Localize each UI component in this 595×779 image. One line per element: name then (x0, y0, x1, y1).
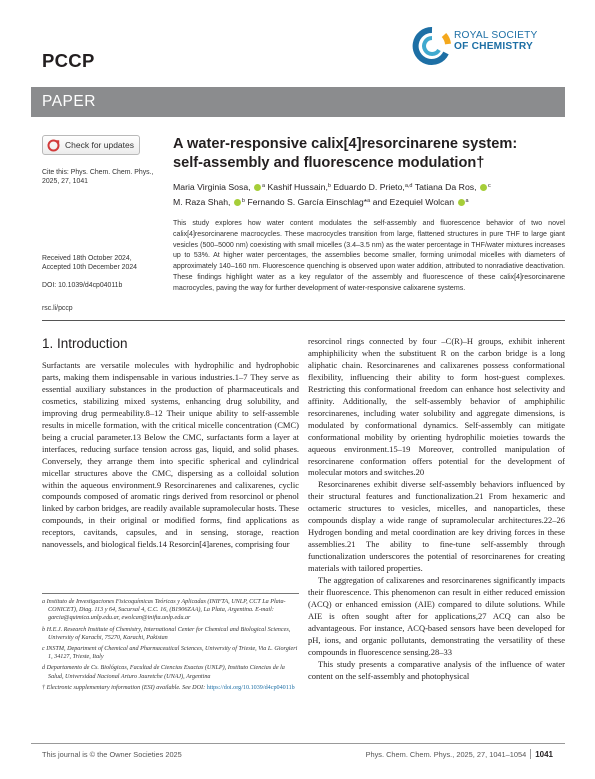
body-column-left (42, 360, 299, 551)
esi-link[interactable]: https://doi.org/10.1039/d4cp04011b (206, 684, 295, 691)
footnotes (42, 598, 299, 695)
cite-line-1: Cite this: Phys. Chem. Chem. Phys., (42, 169, 154, 176)
footer-citation (366, 749, 553, 759)
accepted-date: Accepted 10th December 2024 (42, 264, 137, 271)
author-hussain[interactable]: Kashif Hussain, (267, 182, 328, 192)
footer-separator (530, 749, 531, 759)
footnote-affiliation-d: d Departamento de Cs. Biológicas, Facultad de Ciencias Exactas (UNLP), Instituto Ciencias de la Salud, Universidad Nacional Arturo Jauretche (UNAJ), Argentina (42, 665, 285, 680)
paragraph: Surfactants are versatile molecules with hydrophilic and hydrophobic parts, making them indispensable in various industries.1–7 They serve as essential auxiliary substances in the production of pharmaceuticals and cosmetics, stabilizing mixed systems, enhancing drug solubility, and improving drug permeability.8–12 Their unique ability to self-assemble results in micelle formation, with the critical micelle concentration (CMC) being a crucial parameter.13 Below the CMC, surfactants form a layer at interfaces, reducing surface tension across gas, liquid, and solid phases. Conversely, they arrange them into specific spherical and cylindrical micellar structures above the CMC, dispersing as a colloidal solution within the aqueous environment.9 Resorcinarenes and calixarenes, cyclic compounds composed of aromatic rings derived from resorcinol or phenol linked by carbon bridges, are readily available supramolecular hosts. These compounds, in their original or modified forms, find applications as receptors, cavitands, capsules, and in sensing, storage, reaction nanovessels, and biological fields.14 Resorcin[4]arenes, comprising four (42, 360, 299, 550)
orcid-icon[interactable] (458, 199, 465, 206)
publisher-line1: ROYAL SOCIETY (454, 30, 538, 41)
footnote-affiliation-a: a Instituto de Investigaciones Fisicoquímicas Teóricas y Aplicadas (INIFTA, UNLP, CCT La Plata-CONICET), Diag. 113 y 64, Sucursal 4, C.C. 16, (B1906ZAA), La Plata, Argentina. E-mail: garcia@quimica.unlp.edu.ar, ewolcan@inifta.unlp.edu.ar (42, 599, 286, 622)
author-da-ros[interactable]: Tatiana Da Ros, (414, 182, 477, 192)
footnote-affiliation-c: c INSTM, Department of Chemical and Pharmaceutical Sciences, University of Trieste, Via L. Giorgieri 1, 34127, Trieste, Italy (42, 646, 298, 661)
received-date: Received 18th October 2024, (42, 255, 132, 262)
authors-line-1 (173, 179, 568, 194)
journal-name: PCCP (42, 50, 95, 71)
footer-divider (31, 743, 565, 744)
title-line-2: self-assembly and fluorescence modulation† (173, 155, 485, 171)
paragraph: This study presents a comparative analysis of the influence of water content on the self-assembly and photophysical (308, 658, 565, 681)
authors-line-2 (173, 194, 568, 209)
section-heading: 1. Introduction (42, 336, 128, 351)
affiliation-sup: a (367, 198, 371, 204)
author-garcia-einschlag[interactable]: Fernando S. García Einschlag* (247, 197, 368, 207)
refresh-icon (47, 139, 60, 152)
affiliation-sup: c (487, 183, 491, 189)
orcid-icon[interactable] (254, 184, 261, 191)
doi-label[interactable]: DOI: 10.1039/d4cp04011b (42, 282, 123, 289)
author-wolcan[interactable]: and Ezequiel Wolcan (372, 197, 455, 207)
author-list (173, 179, 568, 209)
check-for-updates-label: Check for updates (65, 140, 134, 150)
publisher-line2: OF CHEMISTRY (454, 41, 533, 52)
title-line-1: A water-responsive calix[4]resorcinarene system: (173, 136, 518, 152)
footer-copyright: This journal is © the Owner Societies 2025 (42, 750, 182, 759)
affiliation-sup: a (465, 198, 469, 204)
footnote-affiliation-b: b H.E.J. Research Institute of Chemistry, International Center for Chemical and Biological Sciences, University of Karachi, 75270, Karachi, Pakistan (42, 626, 291, 641)
footnote-esi (42, 684, 299, 692)
article-title (173, 135, 568, 173)
paragraph: The aggregation of calixarenes and resorcinarenes significantly impacts their fluorescence. This phenomenon can result in either reduced emission (ACQ) or enhanced emission (AIE) compared to dilute solutions. While AIE is often sought after for applications,27 ACQ can also be advantageous. For instance, ACQ-based sensors have been developed for pH, ions, and organic pollutants, demonstrating the versatility of these compounds in fluorescence sensing.28–33 (308, 575, 565, 657)
journal-link[interactable]: rsc.li/pccp (42, 305, 73, 312)
body-column-right (308, 336, 565, 683)
author-shah[interactable]: M. Raza Shah, (173, 197, 231, 207)
author-sosa[interactable]: Maria Virginia Sosa, (173, 182, 251, 192)
publisher-name (454, 30, 538, 52)
rsc-logo[interactable] (412, 26, 557, 66)
footnote-divider (42, 593, 299, 594)
paragraph: Resorcinarenes exhibit diverse self-assembly behaviors influenced by their structural features and functionalization.21 From hexameric and octameric structures to vesicles, micelles, and nanoparticles, these compounds display a wide range of supramolecular architectures.22–26 Hydrogen bonding and metal coordination are key driving forces in these assemblies.21 The ability to fine-tune self-assembly through functionalization underscores the potential of resorcinarenes for creating materials with tailored properties. (308, 479, 565, 574)
footer-journal-citation: Phys. Chem. Chem. Phys., 2025, 27, 1041–1054 (365, 750, 527, 759)
orcid-icon[interactable] (480, 184, 487, 191)
rsc-emblem-icon (412, 26, 452, 66)
orcid-icon[interactable] (234, 199, 241, 206)
divider (42, 320, 565, 321)
abstract: This study explores how water content modulates the self-assembly and fluorescence behavior of two novel calix[4]resorcinarene macrocycles. These macrocycles transition from large, flattened structures in pure THF to large giant vesicles (500–5000 nm) coexisting with small micelles (3.4–3.5 nm) as the water percentage in THF/water mixtures increases up to 53%. At higher water percentages, the assemblies become smaller, forming unimodal micelles with diameters of approximately 140–160 nm. Fluorescence quenching is observed upon water addition, attributed to nonradiative deactivation. These findings highlight water as a key regulator of the assembly and fluorescence of these calix[4]resorcinarene macrocycles, paving the way for further development of water-responsive calixarene systems. (173, 220, 565, 292)
cite-line-2: 2025, 27, 1041 (42, 178, 88, 185)
affiliation-sup: b (241, 198, 245, 204)
esi-text: † Electronic supplementary information (ESI) available. See DOI: (42, 684, 206, 691)
affiliation-sup: b (327, 183, 331, 189)
author-prieto[interactable]: Eduardo D. Prieto, (333, 182, 405, 192)
check-for-updates-button[interactable] (42, 135, 140, 155)
page-number: 1041 (535, 750, 553, 759)
article-type-banner (31, 87, 565, 117)
article-type: PAPER (42, 93, 96, 110)
affiliation-sup: a,d (404, 183, 413, 189)
affiliation-sup: a (262, 183, 266, 189)
paragraph: resorcinol rings connected by four –C(R)–H groups, exhibit inherent amphiphilicity when the substituent R on the carbon bridge is a long aliphatic chain. Resorcinarenes and calixarenes possess conformational flexibility, influencing their ability to form host-guest complexes. Restricting this conformational freedom can enhance host selectivity and affinity. Additionally, the self-assembly behavior of amphiphilic resorcinarenes, including water solubility and aggregate dimensions, is modulated by conformational dynamics. Self-assembly can mitigate conformational mobility by orienting hydrophilic moieties towards the aqueous environment.15–19 Moreover, controlled manipulation of resorcinarene conformation offers potential for the development of molecular motors and switches.20 (308, 336, 565, 478)
